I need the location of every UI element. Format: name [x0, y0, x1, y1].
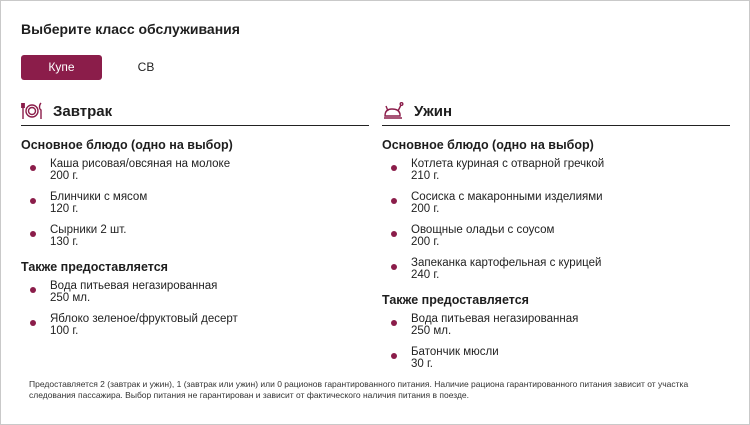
- breakfast-main-list: [21, 158, 369, 248]
- item-name: Батончик мюсли: [411, 346, 499, 358]
- dinner-extra-heading: Также предоставляется: [382, 293, 529, 307]
- dinner-extra-list: [382, 313, 730, 370]
- list-item: [21, 158, 369, 182]
- list-item: [382, 224, 730, 248]
- breakfast-main-heading: Основное блюдо (одно на выбор): [21, 138, 233, 152]
- item-name: Вода питьевая негазированная: [411, 313, 579, 325]
- roast-chicken-icon: [382, 100, 404, 122]
- item-weight: 200 г.: [411, 203, 440, 215]
- item-weight: 250 мл.: [411, 325, 452, 337]
- item-weight: 250 мл.: [50, 292, 91, 304]
- dinner-title: Ужин: [414, 102, 453, 120]
- dinner-column: [382, 97, 730, 379]
- item-name: Овощные оладьи с соусом: [411, 224, 555, 236]
- dinner-main-list: [382, 158, 730, 281]
- plate-fork-knife-icon: [21, 100, 43, 122]
- page-title: Выберите класс обслуживания: [21, 21, 240, 37]
- list-item: [382, 346, 730, 370]
- footer-note: Предоставляется 2 (завтрак и ужин), 1 (завтрак или ужин) или 0 рационов гарантированного питания. Наличие рациона гарантированного питания зависит от участка следования пассажира. Выбор питания не гарантирован и зависит от фактического наличия питания в поезде.: [29, 379, 689, 400]
- item-name: Котлета куриная с отварной гречкой: [411, 158, 605, 170]
- breakfast-column: [21, 97, 369, 346]
- item-name: Каша рисовая/овсяная на молоке: [50, 158, 231, 170]
- item-name: Вода питьевая негазированная: [50, 280, 218, 292]
- list-item: [382, 191, 730, 215]
- item-name: Сосиска с макаронными изделиями: [411, 191, 603, 203]
- item-name: Сырники 2 шт.: [50, 224, 127, 236]
- list-item: [21, 191, 369, 215]
- tab-sv[interactable]: СВ: [137, 60, 155, 74]
- item-weight: 30 г.: [411, 358, 433, 370]
- list-item: [21, 224, 369, 248]
- breakfast-header: [21, 97, 369, 126]
- list-item: [382, 257, 730, 281]
- item-weight: 240 г.: [411, 269, 440, 281]
- dinner-header: [382, 97, 730, 126]
- list-item: [21, 313, 369, 337]
- item-weight: 200 г.: [411, 236, 440, 248]
- list-item: [382, 158, 730, 182]
- list-item: [21, 280, 369, 304]
- item-weight: 120 г.: [50, 203, 79, 215]
- dinner-main-heading: Основное блюдо (одно на выбор): [382, 138, 594, 152]
- item-weight: 210 г.: [411, 170, 440, 182]
- tab-kupe[interactable]: Купе: [21, 55, 102, 80]
- class-tabs: [21, 55, 190, 80]
- item-name: Яблоко зеленое/фруктовый десерт: [50, 313, 238, 325]
- item-name: Запеканка картофельная с курицей: [411, 257, 602, 269]
- list-item: [382, 313, 730, 337]
- breakfast-extra-heading: Также предоставляется: [21, 260, 168, 274]
- item-weight: 200 г.: [50, 170, 79, 182]
- breakfast-extra-list: [21, 280, 369, 337]
- item-weight: 130 г.: [50, 236, 79, 248]
- item-name: Блинчики с мясом: [50, 191, 148, 203]
- item-weight: 100 г.: [50, 325, 79, 337]
- breakfast-title: Завтрак: [53, 102, 113, 120]
